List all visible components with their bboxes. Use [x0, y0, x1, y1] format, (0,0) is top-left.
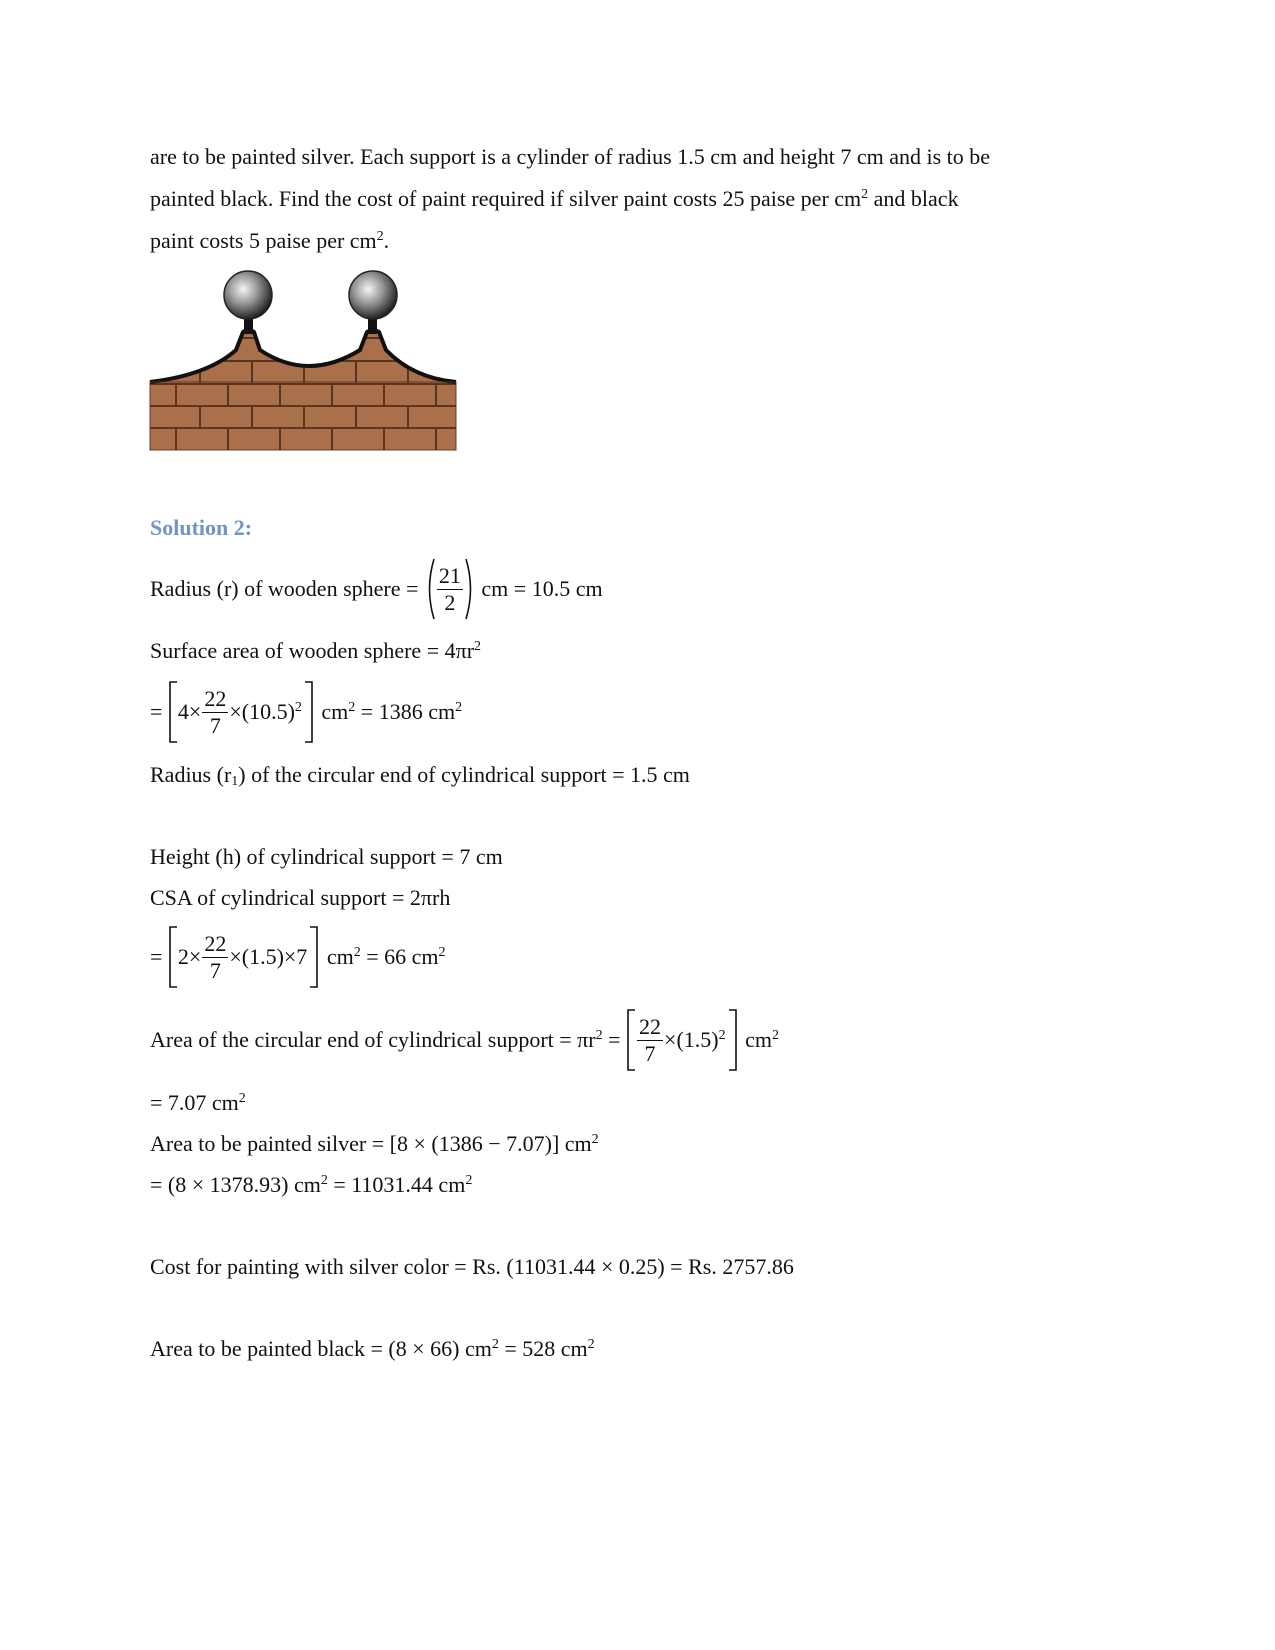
right-bracket [726, 1008, 740, 1072]
left-paren [424, 557, 436, 621]
problem-line-2 [150, 186, 959, 212]
radius-tail: cm = 10.5 cm [481, 576, 603, 601]
numerator: 21 [438, 562, 461, 588]
left-bracket [626, 1008, 636, 1072]
superscript: 2 [353, 945, 361, 960]
superscript: 2 [294, 700, 302, 715]
numerator: 22 [639, 1013, 662, 1039]
problem-line-3 [150, 228, 389, 254]
circ-tail-wrap [745, 1027, 779, 1053]
sa-result: = 1386 cm [355, 699, 456, 724]
silver-area2-a: = (8 × 1378.93) cm [150, 1172, 321, 1197]
equals: = [602, 1027, 621, 1052]
sa-inner-b-wrap [229, 699, 302, 725]
silver-area-line-2 [150, 1172, 472, 1198]
problem-text-3b: . [383, 228, 390, 253]
denominator: 7 [209, 957, 221, 983]
superscript: 2 [465, 1173, 473, 1188]
silver-area-text: Area to be painted silver = [8 × (1386 − 7.07)] cm [150, 1131, 592, 1156]
csa-text: CSA of cylindrical support = 2πrh [150, 885, 451, 910]
right-paren [464, 557, 476, 621]
surface-area-equation [150, 680, 462, 744]
csa-equation [150, 925, 446, 989]
fraction-21-2 [437, 563, 463, 616]
solution-heading-text: Solution 2: [150, 515, 253, 540]
superscript: 2 [491, 1337, 499, 1352]
right-bracket [307, 925, 321, 989]
fraction-22-7 [202, 686, 228, 739]
unit-cm: cm [326, 944, 354, 969]
surface-area-text: Surface area of wooden sphere = 4πr [150, 638, 475, 663]
silver-area-line [150, 1131, 599, 1157]
radius-lead: Radius (r) of wooden sphere = [150, 576, 419, 601]
circular-end-equation [150, 1008, 779, 1072]
height-text: Height (h) of cylindrical support = 7 cm [150, 844, 503, 869]
wall-illustration [148, 270, 468, 470]
superscript: 2 [348, 700, 356, 715]
black-area-b: = 528 cm [498, 1336, 588, 1361]
denominator: 2 [444, 589, 456, 615]
csa-inner-a: 2× [177, 944, 202, 969]
unit-cm: cm [321, 699, 349, 724]
surface-area-line [150, 638, 481, 664]
equals: = [150, 699, 163, 724]
superscript: 2 [474, 639, 482, 654]
radius1-a: Radius (r [150, 762, 232, 787]
sa-inner-a: 4× [177, 699, 202, 724]
superscript: 2 [718, 1028, 726, 1043]
csa-inner-b: ×(1.5)×7 [229, 944, 308, 969]
left-bracket [168, 680, 178, 744]
left-bracket [168, 925, 178, 989]
csa-result: = 66 cm [360, 944, 439, 969]
circ-value: = 7.07 cm [150, 1090, 239, 1115]
unit-cm: cm [745, 1027, 772, 1052]
height-line [150, 844, 503, 870]
problem-text-3a: paint costs 5 paise per cm [150, 228, 377, 253]
silver-area2-b: = 11031.44 cm [327, 1172, 466, 1197]
superscript: 2 [320, 1173, 328, 1188]
numerator: 22 [204, 930, 227, 956]
equals: = [150, 944, 163, 969]
radius1-b: ) of the circular end of cylindrical support = 1.5 cm [238, 762, 690, 787]
problem-line-1 [150, 144, 990, 170]
circ-inner-wrap [664, 1027, 726, 1053]
fraction-22-7 [202, 931, 228, 984]
sa-tail [321, 699, 462, 725]
circ-lead-wrap [150, 1027, 621, 1053]
cylindrical-support [244, 314, 377, 334]
csa-line [150, 885, 450, 911]
superscript: 2 [455, 700, 463, 715]
circ-inner: ×(1.5) [664, 1027, 719, 1052]
silver-cost-text: Cost for painting with silver color = Rs. (11031.44 × 0.25) = Rs. 2757.86 [150, 1254, 794, 1279]
superscript: 2 [376, 229, 384, 244]
problem-text-1: are to be painted silver. Each support is a cylinder of radius 1.5 cm and height 7 cm and is to be [150, 144, 991, 169]
denominator: 7 [644, 1040, 656, 1066]
superscript: 2 [438, 945, 446, 960]
radius-equation [150, 557, 603, 621]
brick-wall [148, 330, 458, 450]
sa-inner-b: ×(10.5) [229, 699, 295, 724]
superscript: 2 [591, 1132, 599, 1147]
solution-heading [150, 515, 252, 541]
superscript: 2 [595, 1028, 603, 1043]
black-area-a: Area to be painted black = (8 × 66) cm [150, 1336, 492, 1361]
superscript: 2 [238, 1091, 246, 1106]
superscript: 2 [587, 1337, 595, 1352]
radius-r1-line [150, 762, 690, 788]
subscript: 1 [231, 774, 239, 789]
csa-tail [327, 944, 446, 970]
denominator: 7 [209, 712, 221, 738]
fraction-22-7 [637, 1014, 663, 1067]
superscript: 2 [861, 187, 869, 202]
wooden-sphere [224, 271, 397, 319]
black-area-line [150, 1336, 595, 1362]
problem-text-2b: and black [868, 186, 959, 211]
circular-end-value [150, 1090, 246, 1116]
numerator: 22 [204, 685, 227, 711]
silver-cost-line [150, 1254, 794, 1280]
problem-text-2a: painted black. Find the cost of paint required if silver paint costs 25 paise per cm [150, 186, 862, 211]
circ-lead: Area of the circular end of cylindrical support = πr [150, 1027, 596, 1052]
superscript: 2 [772, 1028, 779, 1043]
right-bracket [302, 680, 316, 744]
